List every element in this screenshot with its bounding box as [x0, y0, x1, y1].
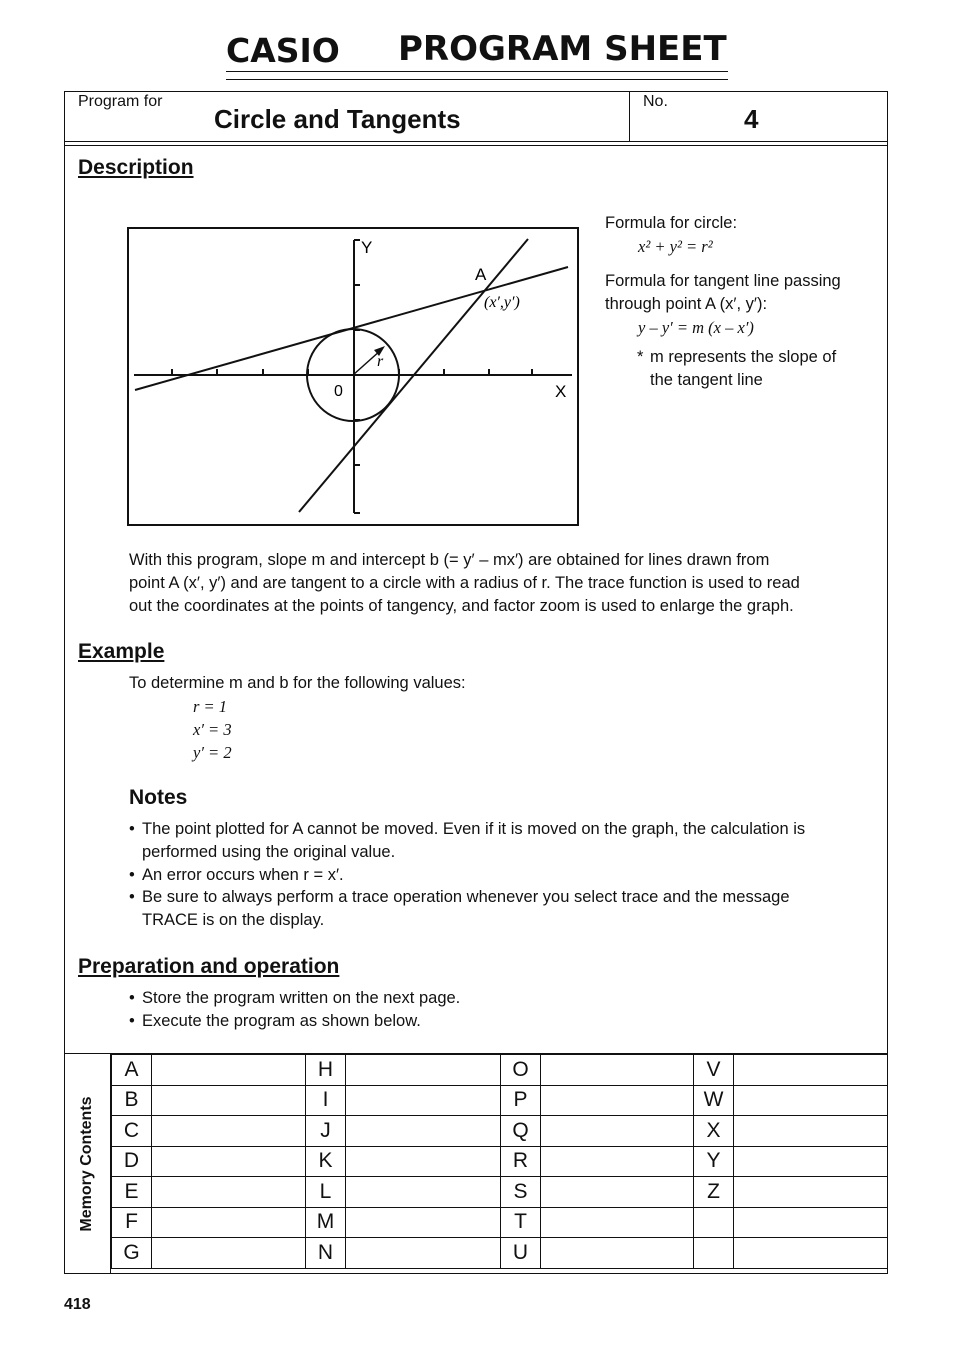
memory-value-cell: [541, 1238, 694, 1269]
memory-letter: [694, 1238, 734, 1269]
tangent-line-1: [135, 267, 568, 390]
memory-value-cell: [346, 1085, 501, 1116]
program-for-label: Program for: [78, 93, 163, 110]
example-value-r: r = 1: [193, 697, 228, 716]
memory-letter: T: [501, 1207, 541, 1238]
memory-value-cell: [152, 1055, 306, 1086]
memory-row: [112, 1085, 888, 1116]
memory-value-cell: [346, 1055, 501, 1086]
memory-letter: S: [501, 1177, 541, 1208]
memory-row: [112, 1238, 888, 1269]
memory-value-cell: [734, 1146, 888, 1177]
memory-value-cell: [346, 1207, 501, 1238]
description-line-1: With this program, slope m and intercept b (= y′ – mx′) are obtained for lines drawn from: [129, 551, 770, 569]
memory-table: [111, 1054, 888, 1269]
memory-row: [112, 1146, 888, 1177]
header-separator: [64, 141, 888, 142]
memory-value-cell: [152, 1238, 306, 1269]
memory-value-cell: [734, 1055, 888, 1086]
memory-value-cell: [541, 1055, 694, 1086]
memory-value-cell: [734, 1116, 888, 1147]
memory-value-cell: [541, 1207, 694, 1238]
memory-value-cell: [152, 1085, 306, 1116]
formula-tangent-label-1: Formula for tangent line passing: [605, 272, 841, 290]
example-value-y: y′ = 2: [193, 743, 232, 762]
description-line-3: out the coordinates at the points of tangency, and factor zoom is used to enlarge the graph.: [129, 597, 794, 615]
note-item-2: An error occurs when r = x′.: [142, 866, 344, 884]
bullet-icon: •: [129, 866, 135, 884]
formula-tangent: y – y′ = m (x – x′): [638, 318, 754, 337]
description-heading: Description: [78, 156, 194, 179]
formula-circle-label: Formula for circle:: [605, 214, 738, 232]
formula-circle: x² + y² = r²: [638, 237, 713, 256]
slope-note-line-1: m represents the slope of: [650, 348, 837, 366]
memory-letter: A: [112, 1055, 152, 1086]
memory-letter: F: [112, 1207, 152, 1238]
x-axis-label: X: [555, 382, 567, 401]
memory-value-cell: [346, 1177, 501, 1208]
memory-letter: I: [306, 1085, 346, 1116]
formula-tangent-label-2: through point A (x′, y′):: [605, 295, 768, 313]
program-number: 4: [744, 104, 759, 134]
memory-letter: N: [306, 1238, 346, 1269]
note-item-3-cont: TRACE is on the display.: [142, 911, 325, 929]
memory-letter: M: [306, 1207, 346, 1238]
notes-heading: Notes: [129, 786, 188, 809]
memory-letter: J: [306, 1116, 346, 1147]
memory-value-cell: [541, 1116, 694, 1147]
memory-letter: U: [501, 1238, 541, 1269]
memory-letter: W: [694, 1085, 734, 1116]
memory-contents-label: Memory Contents: [64, 1054, 111, 1274]
bullet-icon: •: [129, 1012, 135, 1030]
memory-row: [112, 1207, 888, 1238]
memory-letter: L: [306, 1177, 346, 1208]
memory-letter: Y: [694, 1146, 734, 1177]
memory-letter: Q: [501, 1116, 541, 1147]
bullet-icon: •: [129, 989, 135, 1007]
memory-letter: V: [694, 1055, 734, 1086]
note-star: *: [637, 348, 644, 366]
memory-letter: Z: [694, 1177, 734, 1208]
memory-letter: P: [501, 1085, 541, 1116]
memory-value-cell: [152, 1177, 306, 1208]
y-axis-label: Y: [361, 238, 373, 257]
memory-row: [112, 1177, 888, 1208]
memory-value-cell: [734, 1085, 888, 1116]
bullet-icon: •: [129, 888, 135, 906]
description-line-2: point A (x′, y′) and are tangent to a circle with a radius of r. The trace function is used to read: [129, 574, 800, 592]
memory-letter: D: [112, 1146, 152, 1177]
memory-value-cell: [734, 1238, 888, 1269]
header-separator-double: [64, 145, 888, 146]
memory-value-cell: [152, 1116, 306, 1147]
sheet-title: PROGRAM SHEET: [398, 29, 727, 69]
page-number: 418: [64, 1296, 91, 1313]
program-name: Circle and Tangents: [214, 104, 461, 134]
memory-value-cell: [734, 1207, 888, 1238]
memory-letter: O: [501, 1055, 541, 1086]
preparation-item-1: Store the program written on the next page.: [142, 989, 461, 1007]
number-label: No.: [643, 93, 668, 110]
memory-value-cell: [152, 1207, 306, 1238]
memory-letter: G: [112, 1238, 152, 1269]
casio-logo: CASIO: [226, 31, 340, 70]
header-divider: [629, 91, 630, 142]
note-item-3: Be sure to always perform a trace operation whenever you select trace and the message: [142, 888, 790, 906]
memory-value-cell: [346, 1116, 501, 1147]
memory-row: [112, 1055, 888, 1086]
point-a-label: A: [475, 265, 487, 284]
memory-letter: K: [306, 1146, 346, 1177]
example-heading: Example: [78, 640, 165, 663]
memory-letter: C: [112, 1116, 152, 1147]
memory-value-cell: [346, 1238, 501, 1269]
memory-value-cell: [346, 1146, 501, 1177]
title-rule-top: [226, 71, 728, 72]
memory-row: [112, 1116, 888, 1147]
memory-value-cell: [734, 1177, 888, 1208]
memory-value-cell: [541, 1177, 694, 1208]
radius-label: r: [377, 353, 384, 370]
circle-tangent-diagram: [127, 227, 579, 526]
memory-letter: [694, 1207, 734, 1238]
memory-letter: B: [112, 1085, 152, 1116]
slope-note-line-2: the tangent line: [650, 371, 763, 389]
bullet-icon: •: [129, 820, 135, 838]
origin-label: 0: [334, 383, 343, 400]
memory-letter: R: [501, 1146, 541, 1177]
point-a-coords: (x′,y′): [484, 294, 520, 311]
title-rule-bottom: [226, 79, 728, 80]
preparation-heading: Preparation and operation: [78, 955, 340, 978]
memory-value-cell: [541, 1085, 694, 1116]
memory-value-cell: [152, 1146, 306, 1177]
memory-letter: X: [694, 1116, 734, 1147]
memory-value-cell: [541, 1146, 694, 1177]
preparation-item-2: Execute the program as shown below.: [142, 1012, 421, 1030]
example-value-x: x′ = 3: [193, 720, 232, 739]
note-item-1-cont: performed using the original value.: [142, 843, 396, 861]
memory-letter: H: [306, 1055, 346, 1086]
note-item-1: The point plotted for A cannot be moved. Even if it is moved on the graph, the calculation is: [142, 820, 806, 838]
memory-letter: E: [112, 1177, 152, 1208]
example-intro: To determine m and b for the following values:: [129, 674, 466, 692]
